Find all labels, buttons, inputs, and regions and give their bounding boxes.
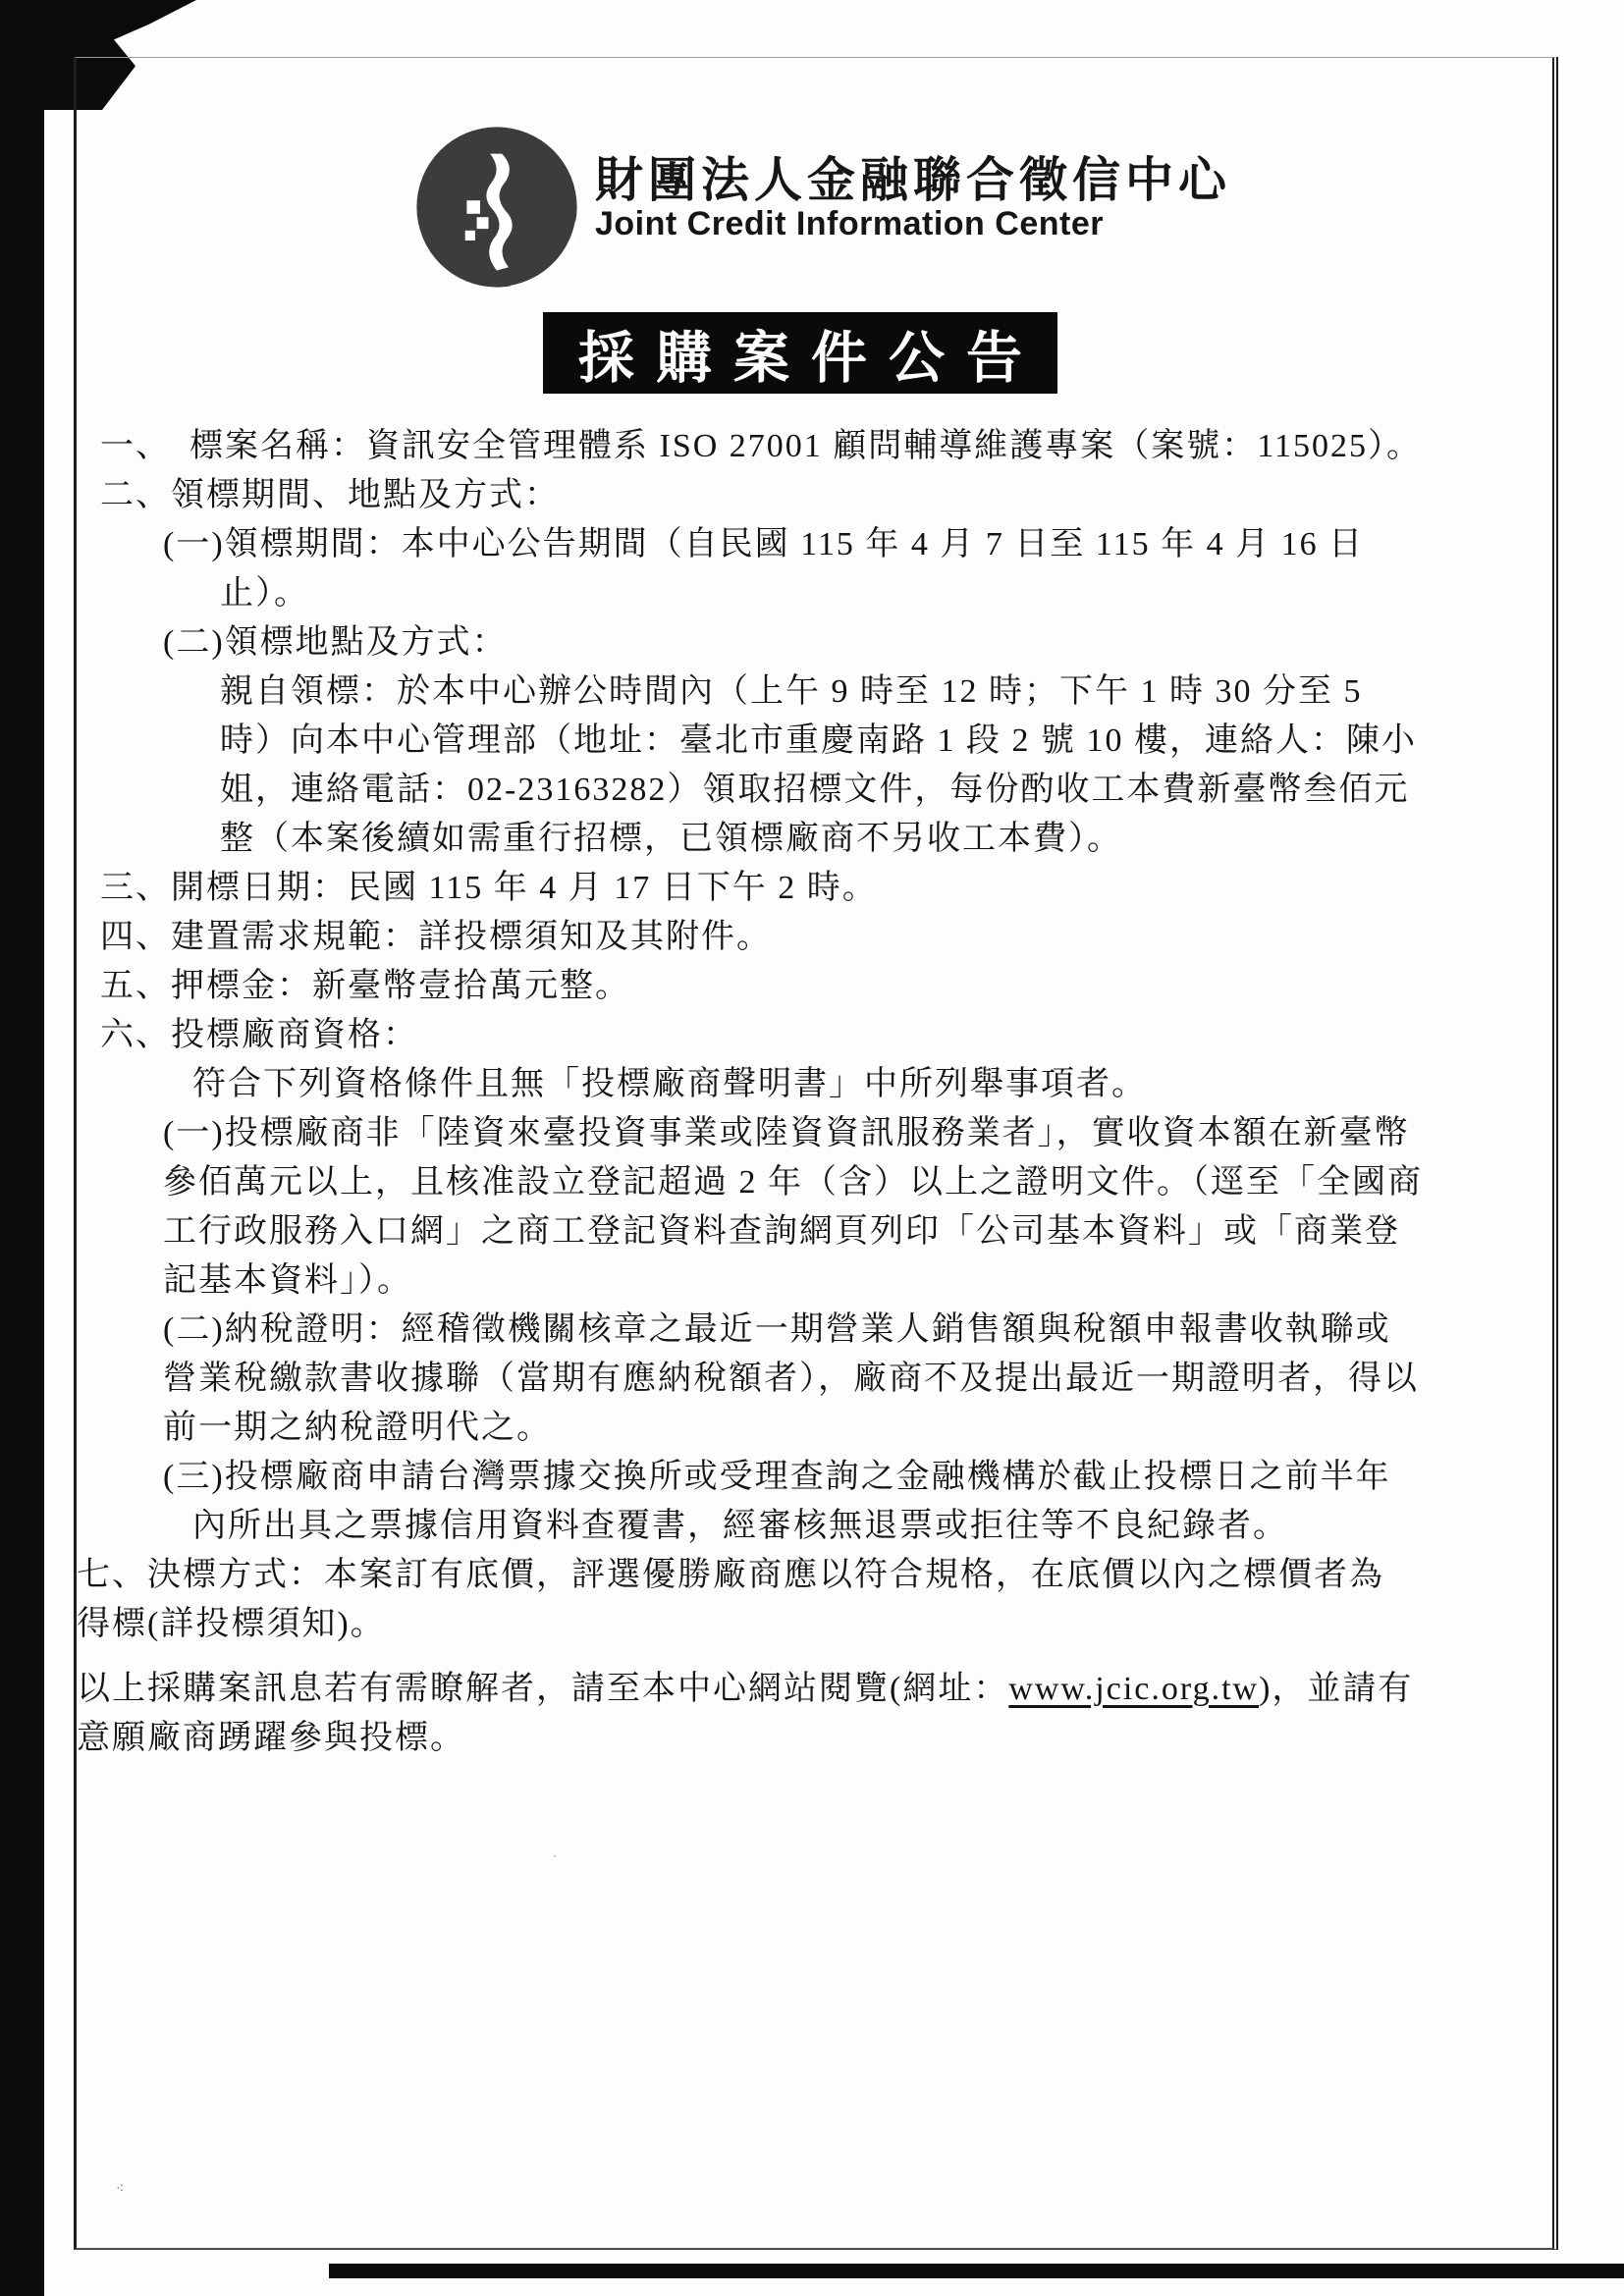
doc-line: 時）向本中心管理部（地址：臺北市重慶南路 1 段 2 號 10 樓，連絡人：陳小	[220, 722, 1417, 759]
doc-line: (二)納稅證明：經稽徵機關核章之最近一期營業人銷售額與稅額申報書收執聯或	[163, 1311, 1391, 1348]
doc-line: (三)投標廠商申請台灣票據交換所或受理查詢之金融機構於截止投標日之前半年	[163, 1459, 1391, 1495]
scan-speck: ·	[553, 1849, 557, 1863]
doc-line: 工行政服務入口網」之商工登記資料查詢網頁列印「公司基本資料」或「商業登	[163, 1213, 1400, 1250]
doc-line: 二、領標期間、地點及方式：	[100, 477, 560, 513]
doc-line: (一)投標廠商非「陸資來臺投資事業或陸資資訊服務業者」，實收資本額在新臺幣	[163, 1115, 1410, 1151]
doc-line: 一、 標案名稱：資訊安全管理體系 ISO 27001 顧問輔導維護專案（案號：115025）。	[100, 428, 1423, 464]
doc-line: 記基本資料」）。	[163, 1262, 412, 1299]
doc-line: 營業稅繳款書收據聯（當期有應納稅額者），廠商不及提出最近一期證明者，得以	[163, 1361, 1419, 1397]
document-body	[77, 422, 1543, 1763]
doc-line: 四、建置需求規範：詳投標須知及其附件。	[100, 919, 772, 955]
announcement-title: 採購案件公告	[578, 327, 1044, 390]
doc-line: 三、開標日期：民國 115 年 4 月 17 日下午 2 時。	[100, 870, 878, 906]
doc-line: 七、決標方式：本案訂有底價，評選優勝廠商應以符合規格，在底價以內之標價者為	[77, 1557, 1384, 1593]
scan-left-edge-artifact	[0, 0, 44, 2296]
org-name-en: Joint Credit Information Center	[595, 205, 1104, 242]
org-name-block	[595, 154, 1232, 242]
scan-bottom-edge-artifact	[329, 2264, 1624, 2278]
closing-line-1	[77, 1665, 1543, 1714]
doc-line: (一)領標期間：本中心公告期間（自民國 115 年 4 月 7 日至 115 年 4 月 16 日	[163, 526, 1365, 562]
doc-line: 親自領標：於本中心辦公時間內（上午 9 時至 12 時；下午 1 時 30 分至 5	[220, 673, 1363, 710]
doc-line: 參佰萬元以上，且核准設立登記超過 2 年（含）以上之證明文件。（逕至「全國商	[163, 1164, 1423, 1201]
scan-speck: ⁖	[116, 2181, 127, 2197]
doc-line: 符合下列資格條件且無「投標廠商聲明書」中所列舉事項者。	[192, 1066, 1147, 1102]
doc-line: 得標(詳投標須知)。	[77, 1606, 386, 1642]
doc-line: 止）。	[220, 575, 309, 612]
doc-line: 五、押標金：新臺幣壹拾萬元整。	[100, 968, 630, 1004]
closing-paragraph	[77, 1665, 1543, 1763]
announcement-title-banner	[543, 312, 1057, 394]
org-name-zh: 財團法人金融聯合徵信中心	[595, 154, 1232, 207]
doc-line: 內所出具之票據信用資料查覆書，經審核無退票或拒往等不良紀錄者。	[192, 1508, 1288, 1544]
jcic-website-link[interactable]: www.jcic.org.tw	[1008, 1671, 1260, 1707]
doc-line: 前一期之納稅證明代之。	[163, 1410, 552, 1446]
doc-line: 六、投標廠商資格：	[100, 1017, 418, 1053]
closing-text-after-link: )，並請有	[1259, 1671, 1414, 1707]
closing-text-before-link: 以上採購案訊息若有需瞭解者，請至本中心網站閱覽(網址：	[77, 1671, 1009, 1707]
doc-line: 整（本案後續如需重行招標，已領標廠商不另收工本費）。	[220, 821, 1122, 857]
doc-line: 姐，連絡電話：02-23163282）領取招標文件，每份酌收工本費新臺幣叁佰元	[220, 772, 1410, 808]
jcic-logo-icon	[412, 124, 581, 291]
doc-line: (二)領標地點及方式：	[163, 624, 508, 661]
closing-line-2: 意願廠商踴躍參與投標。	[77, 1720, 465, 1756]
